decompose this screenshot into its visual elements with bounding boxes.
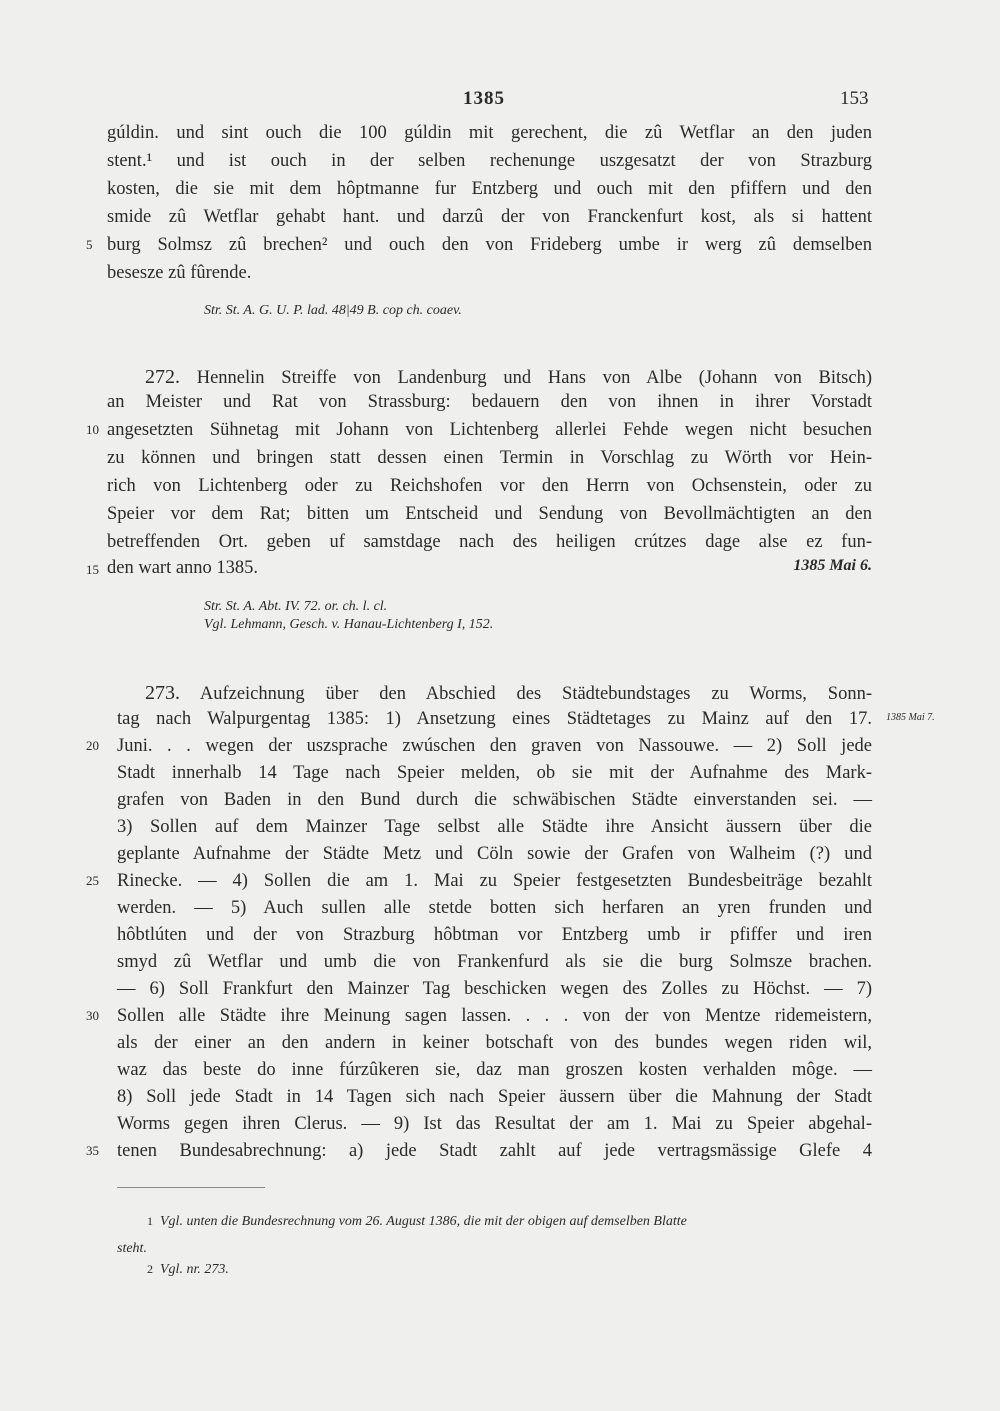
- document-date: 1385 Mai 6.: [793, 557, 872, 574]
- text-line: betreffenden Ort. geben uf samstdage nach des heiligen crútzes dage alse ez fun-: [107, 532, 872, 552]
- source-citation: Str. St. A. Abt. IV. 72. or. ch. l. cl.: [204, 599, 388, 614]
- text-line: smyd zû Wetflar und umb die von Frankenfurd als sie die burg Solmsze brachen.: [117, 952, 872, 972]
- text-line: angesetzten Sühnetag mit Johann von Lichtenberg allerlei Fehde wegen nicht besuchen: [107, 420, 872, 440]
- footnote-separator: [117, 1187, 265, 1188]
- text-segment: Aufzeichnung über den Abschied des Städtebundstages zu Worms, Sonn-: [199, 684, 872, 704]
- line-number: 15: [86, 562, 99, 577]
- document-number: 272.: [145, 366, 180, 388]
- footnote-text: Vgl. unten die Bundesrechnung vom 26. August 1386, die mit der obigen auf demselben Blatte: [160, 1214, 687, 1229]
- text-line: 3) Sollen auf dem Mainzer Tage selbst alle Städte ihre Ansicht äussern über die: [117, 817, 872, 837]
- text-line: grafen von Baden in den Bund durch die schwäbischen Städte einverstanden sei. —: [117, 790, 872, 810]
- footnote-number: 1: [147, 1214, 153, 1228]
- text-line: 8) Soll jede Stadt in 14 Tagen sich nach Speier äussern über die Mahnung der Stadt: [117, 1087, 872, 1107]
- text-line: werden. — 5) Auch sullen alle stetde botten sich herfaren an yren frunden und: [117, 898, 872, 918]
- text-line: waz das beste do inne fúrzûkeren sie, daz man groszen kosten verhalden môge. —: [117, 1060, 872, 1080]
- text-line: den wart anno 1385.: [107, 558, 259, 578]
- text-line: hôbtlúten und der von Strazburg hôbtman vor Entzberg umb ir pfiffer und iren: [117, 925, 872, 945]
- text-line: — 6) Soll Frankfurt den Mainzer Tag beschicken wegen des Zolles zu Höchst. — 7): [117, 979, 872, 999]
- text-line: Juni. . . wegen der uszsprache zwúschen den graven von Nassouwe. — 2) Soll jede: [117, 736, 872, 756]
- text-segment: Hennelin Streiffe von Landenburg und Hans von Albe (Johann von Bitsch): [196, 368, 872, 388]
- text-line: smide zû Wetflar gehabt hant. und darzû der von Franckenfurt kost, als si hattent: [107, 207, 872, 227]
- text-line: Sollen alle Städte ihre Meinung sagen lassen. . . . von der von Mentze ridemeistern,: [117, 1006, 872, 1026]
- text-line: tenen Bundesabrechnung: a) jede Stadt zahlt auf jede vertragsmässige Glefe 4: [117, 1141, 872, 1161]
- margin-date: 1385 Mai 7.: [886, 712, 935, 723]
- line-number: 20: [86, 738, 99, 753]
- text-line: besesze zû fûrende.: [107, 263, 252, 283]
- text-line: geplante Aufnahme der Städte Metz und Cöln sowie der Grafen von Walheim (?) und: [117, 844, 872, 864]
- page-number: 153: [840, 88, 869, 109]
- footnote-1: [147, 1211, 687, 1232]
- reference-citation: Vgl. Lehmann, Gesch. v. Hanau-Lichtenberg I, 152.: [204, 617, 494, 632]
- line-number: 35: [86, 1143, 99, 1158]
- footnote-2: [147, 1259, 229, 1280]
- text-line: burg Solmsz zû brechen² und ouch den von Frideberg umbe ir werg zû demselben: [107, 235, 872, 255]
- text-line: tag nach Walpurgentag 1385: 1) Ansetzung eines Städtetages zu Mainz auf den 17.: [117, 709, 872, 729]
- text-line: an Meister und Rat von Strassburg: bedauern den von ihnen in ihrer Vorstadt: [107, 392, 872, 412]
- source-citation: Str. St. A. G. U. P. lad. 48|49 B. cop ch. coaev.: [204, 303, 462, 318]
- line-number: 10: [86, 422, 99, 437]
- text-line: stent.¹ und ist ouch in der selben rechenunge uszgesatzt der von Strazburg: [107, 151, 872, 171]
- text-line: als der einer an den andern in keiner botschaft von des bundes wegen riden wil,: [117, 1033, 872, 1053]
- text-line: rich von Lichtenberg oder zu Reichshofen vor den Herrn von Ochsenstein, oder zu: [107, 476, 872, 496]
- text-line: kosten, die sie mit dem hôptmanne fur Entzberg und ouch mit den pfiffern und den: [107, 179, 872, 199]
- text-line: Rinecke. — 4) Sollen die am 1. Mai zu Speier festgesetzten Bundesbeiträge bezahlt: [117, 871, 872, 891]
- text-line: Stadt innerhalb 14 Tage nach Speier melden, ob sie mit der Aufnahme des Mark-: [117, 763, 872, 783]
- line-number: 25: [86, 873, 99, 888]
- text-line: Speier vor dem Rat; bitten um Entscheid und Sendung von Bevollmächtigten an den: [107, 504, 872, 524]
- header-year: 1385: [463, 88, 505, 109]
- footnote-1-continuation: steht.: [117, 1241, 147, 1256]
- text-line: gúldin. und sint ouch die 100 gúldin mit gerechent, die zû Wetflar an den juden: [107, 123, 872, 143]
- footnote-number: 2: [147, 1262, 153, 1276]
- text-line: [145, 365, 872, 390]
- line-number: 30: [86, 1008, 99, 1023]
- text-line: [145, 681, 872, 706]
- footnote-text: Vgl. nr. 273.: [160, 1262, 229, 1277]
- text-line: zu können und bringen statt dessen einen Termin in Vorschlag zu Wörth vor Hein-: [107, 448, 872, 468]
- line-number: 5: [86, 237, 93, 252]
- text-line: Worms gegen ihren Clerus. — 9) Ist das Resultat der am 1. Mai zu Speier abgehal-: [117, 1114, 872, 1134]
- document-number: 273.: [145, 682, 180, 704]
